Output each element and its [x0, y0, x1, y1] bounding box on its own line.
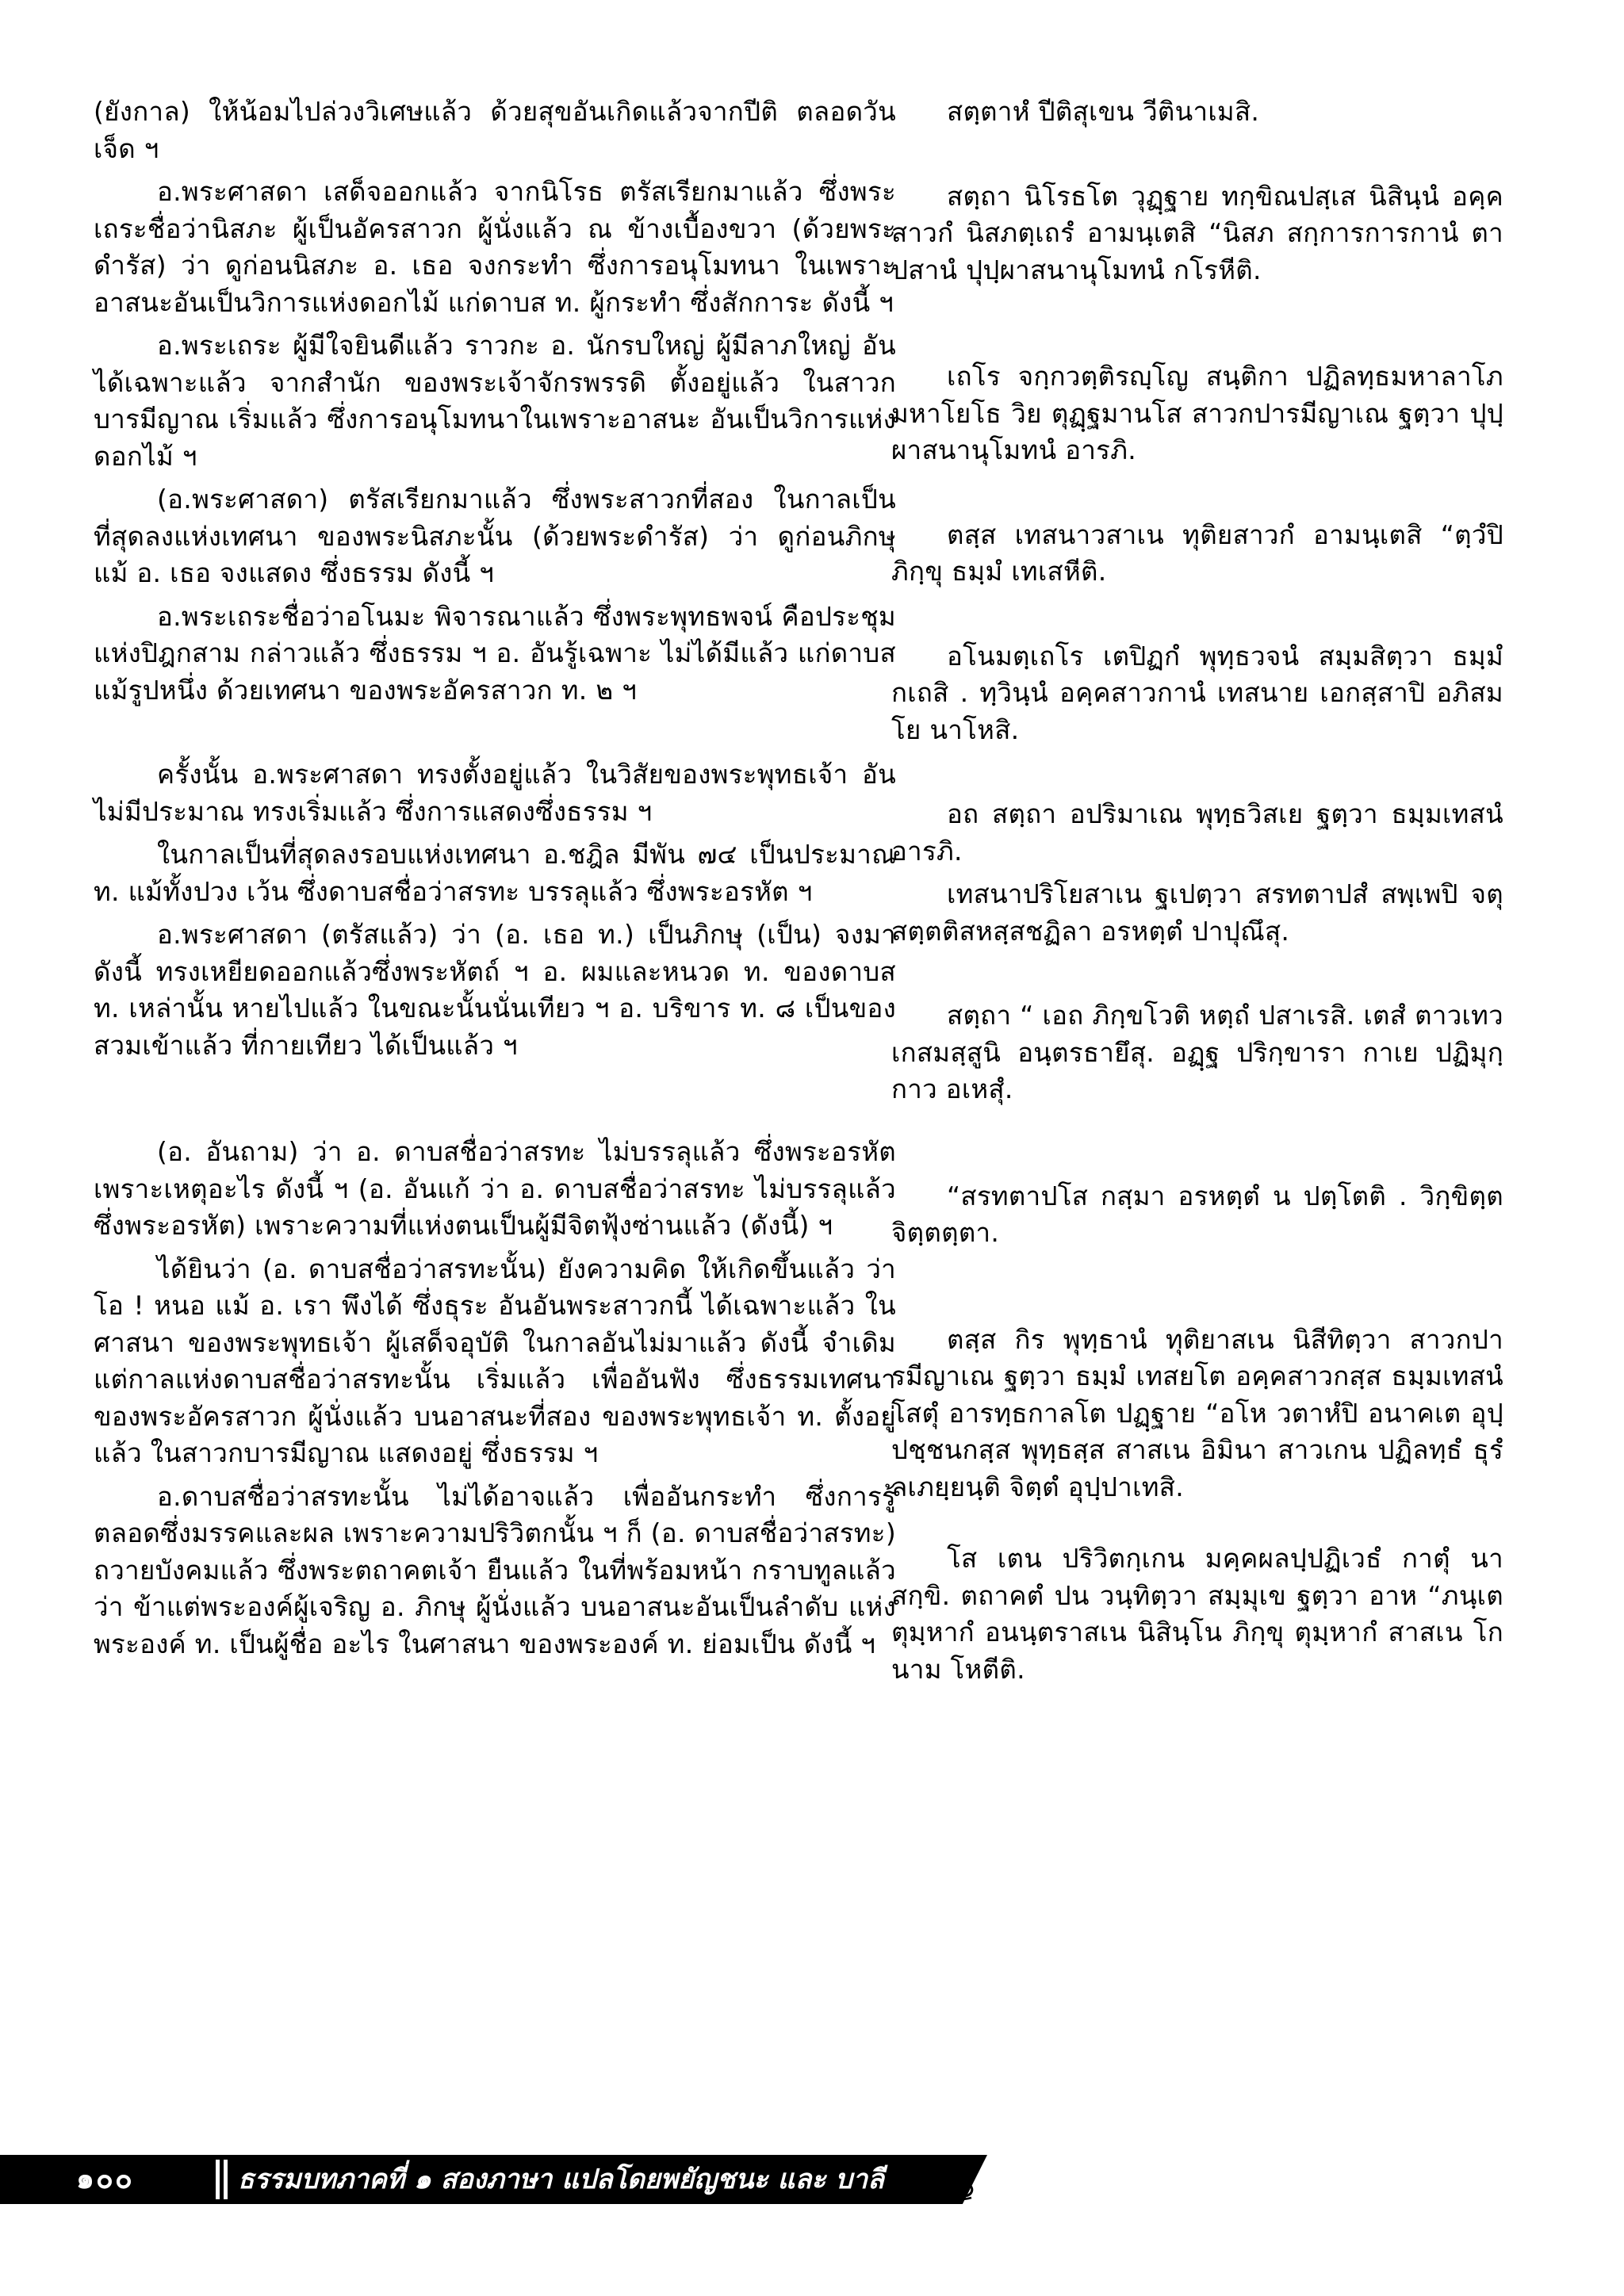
footer-separator	[224, 2160, 228, 2199]
page-number: ๑๐๐	[76, 2163, 134, 2195]
paragraph-spacer	[94, 1070, 896, 1134]
pali-paragraph: สตฺตาหํ ปีติสุเขน วีตินาเมสิ.	[947, 96, 1260, 127]
pali-paragraph: สตฺถา “ เอถ ภิกฺขโวติ หตฺถํ ปสาเรสิ. เตสํ ตาวเทว เกสมสฺสูนิ อนฺตรธายึสุ. อฏฺฐ ปริกฺขารา กาเย ปฏิมุกฺกาว อเหสุํ.	[891, 1000, 1503, 1104]
paragraph-spacer	[891, 295, 1503, 358]
right-column-pali-text	[891, 94, 1503, 1694]
paragraph-spacer	[891, 137, 1503, 178]
thai-translation-paragraph: (ยังกาล) ให้น้อมไปล่วงวิเศษแล้ว ด้วยสุขอันเกิดแล้วจากปีติ ตลอดวันเจ็ด ฯ	[94, 96, 896, 164]
paragraph-spacer	[891, 597, 1503, 638]
pali-paragraph: “สรทตาปโส กสฺมา อรหตฺตํ น ปตฺโตติ . วิกฺขิตฺตจิตฺตตฺตา.	[891, 1180, 1503, 1248]
thai-translation-paragraph: ได้ยินว่า (อ. ดาบสชื่อว่าสรทะนั้น) ยังความคิด ให้เกิดขึ้นแล้ว ว่า โอ ! หนอ แม้ อ. เรา พึงได้ ซึ่งธุระ อันอันพระสาวกนี้ ได้เฉพาะแล้ว ในศาสนา ของพระพุทธเจ้า ผู้เสด็จอุบัติ ในกาลอันไม่มาแล้ว ดังนี้ จำเดิม แต่กาลแห่งดาบสชื่อว่าสรทะนั้น เริ่มแล้ว เพื่ออันฟัง ซึ่งธรรมเทศนา ของพระอัครสาวก ผู้นั่งแล้ว บนอาสนะที่สอง ของพระพุทธเจ้า ท. ตั้งอยู่แล้ว ในสาวกบารมีญาณ แสดงอยู่ ซึ่งธรรม ฯ	[94, 1253, 896, 1468]
thai-translation-paragraph: อ.พระศาสดา เสด็จออกแล้ว จากนิโรธ ตรัสเรียกมาแล้ว ซึ่งพระเถระชื่อว่านิสภะ ผู้เป็นอัครสาวก ผู้นั่งแล้ว ณ ข้างเบื้องขวา (ด้วยพระดำรัส) ว่า ดูก่อนนิสภะ อ. เธอ จงกระทำ ซึ่งการอนุโมทนา ในเพราะอาสนะอันเป็นวิการแห่งดอกไม้ แก่ดาบส ท. ผู้กระทำ ซึ่งสักการะ ดังนี้ ฯ	[94, 176, 896, 318]
thai-translation-paragraph: ครั้งนั้น อ.พระศาสดา ทรงตั้งอยู่แล้ว ในวิสัยของพระพุทธเจ้า อันไม่มีประมาณ ทรงเริ่มแล้ว ซึ่งการแสดงซึ่งธรรม ฯ	[94, 759, 896, 827]
paragraph-spacer	[891, 1512, 1503, 1540]
page-footer	[0, 2155, 1624, 2204]
thai-translation-paragraph: อ.พระเถระชื่อว่าอโนมะ พิจารณาแล้ว ซึ่งพระพุทธพจน์ คือประชุมแห่งปิฎกสาม กล่าวแล้ว ซึ่งธรรม ฯ อ. อันรู้เฉพาะ ไม่ได้มีแล้ว แก่ดาบสแม้รูปหนึ่ง ด้วยเทศนา ของพระอัครสาวก ท. ๒ ฯ	[94, 600, 896, 706]
swirl-ornament-icon	[924, 2158, 987, 2202]
paragraph-spacer	[891, 476, 1503, 517]
paragraph-spacer	[891, 956, 1503, 997]
pali-paragraph: อโนมตฺเถโร เตปิฏกํ พุทฺธวจนํ สมฺมสิตฺวา ธมฺมํ กเถสิ . ทฺวินฺนํ อคฺคสาวกานํ เทสนาย เอกสฺสาปิ อภิสมโย นาโหสิ.	[891, 640, 1503, 745]
thai-translation-paragraph: อ.ดาบสชื่อว่าสรทะนั้น ไม่ได้อาจแล้ว เพื่ออันกระทำ ซึ่งการรู้ตลอดซึ่งมรรคและผล เพราะความปริวิตกนั้น ฯ ก็ (อ. ดาบสชื่อว่าสรทะ) ถวายบังคมแล้ว ซึ่งพระตถาคตเจ้า ยืนแล้ว ในที่พร้อมหน้า กราบทูลแล้ว ว่า ข้าแต่พระองค์ผู้เจริญ อ. ภิกษุ ผู้นั่งแล้ว บนอาสนะอันเป็นลำดับ แห่งพระองค์ ท. เป็นผู้ชื่อ อะไร ในศาสนา ของพระองค์ ท. ย่อมเป็น ดังนี้ ฯ	[94, 1480, 896, 1659]
pali-paragraph: เถโร จกฺกวตฺติรญฺโญ สนฺติกา ปฏิลทฺธมหาลาโภ มหาโยโธ วิย ตุฏฺฐมานโส สาวกปารมีญาเณ ฐตฺวา ปุปฺผาสนานุโมทนํ อารภิ.	[891, 361, 1503, 465]
pali-paragraph: อถ สตฺถา อปริมาเณ พุทฺธวิสเย ฐตฺวา ธมฺมเทสนํ อารภิ.	[891, 798, 1503, 867]
paragraph-spacer	[94, 715, 896, 756]
pali-paragraph: ตสฺส เทสนาวสาเน ทุติยสาวกํ อามนฺเตสิ “ตฺวํปิ ภิกฺขุ ธมฺมํ เทเสหีติ.	[891, 519, 1503, 587]
paragraph-spacer	[891, 755, 1503, 796]
thai-translation-paragraph: (อ. อันถาม) ว่า อ. ดาบสชื่อว่าสรทะ ไม่บรรลุแล้ว ซึ่งพระอรหัต เพราะเหตุอะไร ดังนี้ ฯ (อ. อันแก้ ว่า อ. ดาบสชื่อว่าสรทะ ไม่บรรลุแล้ว ซึ่งพระอรหัต) เพราะความที่แห่งตนเป็นผู้มีจิตฟุ้งซ่านแล้ว (ดังนี้) ฯ	[94, 1136, 896, 1241]
left-column-thai-translation	[94, 94, 896, 1669]
book-title: ธรรมบทภาคที่ ๑ สองภาษา แปลโดยพยัญชนะ และ บาลี	[238, 2164, 884, 2195]
thai-translation-paragraph: อ.พระศาสดา (ตรัสแล้ว) ว่า (อ. เธอ ท.) เป็นภิกษุ (เป็น) จงมา ดังนี้ ทรงเหยียดออกแล้วซึ่งพระหัตถ์ ฯ อ. ผมและหนวด ท. ของดาบส ท. เหล่านั้น หายไปแล้ว ในขณะนั้นนั่นเทียว ฯ อ. บริขาร ท. ๘ เป็นของสวมเข้าแล้ว ที่กายเทียว ได้เป็นแล้ว ฯ	[94, 919, 896, 1061]
thai-translation-paragraph: ในกาลเป็นที่สุดลงรอบแห่งเทศนา อ.ชฎิล มีพัน ๗๔ เป็นประมาณ ท. แม้ทั้งปวง เว้น ซึ่งดาบสชื่อว่าสรทะ บรรลุแล้ว ซึ่งพระอรหัต ฯ	[94, 839, 896, 907]
paragraph-spacer	[891, 1258, 1503, 1322]
pali-paragraph: ตสฺส กิร พุทฺธานํ ทุติยาสเน นิสีทิตฺวา สาวกปารมีญาเณ ฐตฺวา ธมฺมํ เทสยโต อคฺคสาวกสฺส ธมฺมเทสนํ โสตุํ อารทฺธกาลโต ปฏฺฐาย “อโห วตาหํปิ อนาคเต อุปฺปชฺชนกสฺส พุทฺธสฺส สาสเน อิมินา สาวเกน ปฏิลทฺธํ ธุรํ ลเภยฺยนฺติ จิตฺตํ อุปฺปาเทสิ.	[891, 1323, 1503, 1502]
pali-paragraph: โส เตน ปริวิตกฺเกน มคฺคผลปฺปฏิเวธํ กาตุํ นาสกฺขิ. ตถาคตํ ปน วนฺทิตฺวา สมฺมุเข ฐตฺวา อาห “ภนฺเต ตุมฺหากํ อนนฺตราสเน นิสินฺโน ภิกฺขุ ตุมฺหากํ สาสเน โก นาม โหตีติ.	[891, 1543, 1503, 1685]
paragraph-spacer	[891, 1115, 1503, 1178]
footer-separator	[216, 2160, 220, 2199]
pali-paragraph: สตฺถา นิโรธโต วุฏฺฐาย ทกฺขิณปสฺเส นิสินฺนํ อคฺคสาวกํ นิสภตฺเถรํ อามนฺเตสิ “นิสภ สกฺการการกานํ ตาปสานํ ปุปฺผาสนานุโมทนํ กโรหีติ.	[891, 180, 1503, 285]
pali-paragraph: เทสนาปริโยสาเน ฐเปตฺวา สรทตาปสํ สพฺเพปิ จตุสตฺตติสหสฺสชฏิลา อรหตฺตํ ปาปุณึสุ.	[891, 878, 1503, 947]
thai-translation-paragraph: อ.พระเถระ ผู้มีใจยินดีแล้ว ราวกะ อ. นักรบใหญ่ ผู้มีลาภใหญ่ อันได้เฉพาะแล้ว จากสำนัก ของพระเจ้าจักรพรรดิ ตั้งอยู่แล้ว ในสาวกบารมีญาณ เริ่มแล้ว ซึ่งการอนุโมทนาในเพราะอาสนะ อันเป็นวิการแห่งดอกไม้ ฯ	[94, 330, 896, 472]
thai-translation-paragraph: (อ.พระศาสดา) ตรัสเรียกมาแล้ว ซึ่งพระสาวกที่สอง ในกาลเป็นที่สุดลงแห่งเทศนา ของพระนิสภะนั้น (ด้วยพระดำรัส) ว่า ดูก่อนภิกษุ แม้ อ. เธอ จงแสดง ซึ่งธรรม ดังนี้ ฯ	[94, 484, 896, 588]
